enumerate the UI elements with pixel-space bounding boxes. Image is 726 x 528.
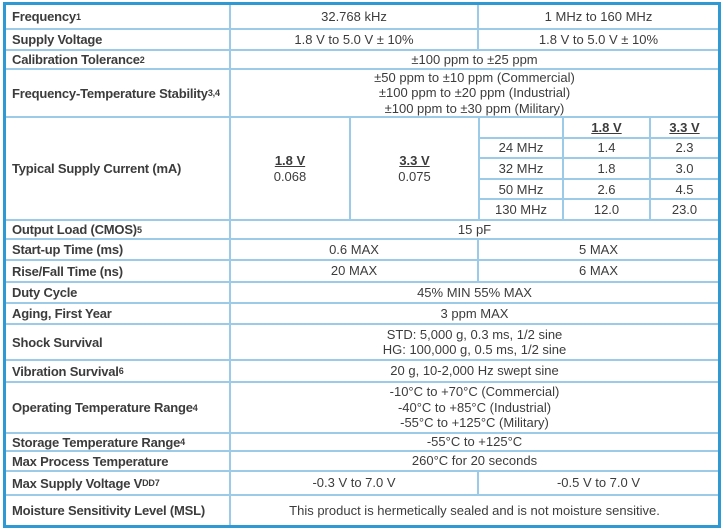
subtable-row-32mhz <box>480 159 718 180</box>
output-load-label: Output Load (CMOS) 5 <box>6 221 231 238</box>
supply-voltage-label-text: Supply Voltage <box>12 32 103 47</box>
frequency-khz-value: 32.768 kHz <box>231 5 479 28</box>
row-supply-voltage <box>6 30 718 51</box>
startup-value-1: 0.6 MAX <box>231 240 479 259</box>
shock-label <box>6 325 231 359</box>
aging-label <box>6 304 231 323</box>
stability-industrial: ±100 ppm to ±20 ppm (Industrial) <box>378 85 571 101</box>
stability-label-text: Frequency-Temperature Stability <box>12 85 208 101</box>
stability-military: ±100 ppm to ±30 ppm (Military) <box>384 100 565 116</box>
supply-current-3v3-value: 0.075 <box>398 168 431 184</box>
subtable-row-130mhz <box>480 200 718 219</box>
frequency-label: Frequency 1 <box>6 5 231 28</box>
risefall-value-2: 6 MAX <box>578 263 618 279</box>
output-load-value: 15 pF <box>457 221 492 237</box>
row-frequency <box>6 5 718 30</box>
subtable-header-blank <box>480 118 564 137</box>
subtable-130-1v8: 12.0 <box>564 200 651 219</box>
shock-hg: HG: 100,000 g, 0.5 ms, 1/2 sine <box>382 342 567 357</box>
row-aging <box>6 304 718 325</box>
subtable-header-3v3: 3.3 V <box>669 119 700 135</box>
risefall-label <box>6 261 231 281</box>
supply-voltage-value-1: 1.8 V to 5.0 V ± 10% <box>231 30 479 49</box>
max-process-label-text: Max Process Temperature <box>12 453 169 469</box>
row-shock-survival <box>6 325 718 361</box>
row-duty-cycle <box>6 283 718 304</box>
supply-current-label <box>6 118 231 219</box>
supply-current-label-text: Typical Supply Current (mA) <box>12 161 182 176</box>
supply-current-1v8-cell <box>231 118 351 219</box>
vibration-label-text: Vibration Survival <box>12 363 119 379</box>
row-calibration-tolerance <box>6 51 718 70</box>
subtable-130-3v3: 23.0 <box>671 202 698 218</box>
operating-temp-label: Operating Temperature Range 4 <box>6 383 231 432</box>
stability-values <box>231 70 718 116</box>
row-max-supply-voltage <box>6 472 718 496</box>
row-supply-current <box>6 118 718 221</box>
vibration-value: 20 g, 10-2,000 Hz swept sine <box>390 363 559 379</box>
supply-voltage-value-2: 1.8 V to 5.0 V ± 10% <box>538 31 659 47</box>
calibration-label-text: Calibration Tolerance <box>12 52 140 67</box>
max-process-value: 260°C for 20 seconds <box>411 453 538 469</box>
subtable-freq-130: 130 MHz <box>480 200 564 219</box>
subtable-header-1v8: 1.8 V <box>564 118 651 137</box>
subtable-50-1v8: 2.6 <box>564 180 651 199</box>
subtable-24-1v8: 1.4 <box>564 139 651 158</box>
shock-values <box>231 325 718 359</box>
subtable-header-row <box>480 118 718 139</box>
row-msl <box>6 496 718 525</box>
storage-temp-label-text: Storage Temperature Range <box>12 434 181 450</box>
startup-value-2: 5 MAX <box>578 241 618 257</box>
operating-industrial: -40°C to +85°C (Industrial) <box>397 399 552 415</box>
supply-voltage-label <box>6 30 231 49</box>
subtable-32-1v8: 1.8 <box>564 159 651 178</box>
row-freq-temp-stability <box>6 70 718 118</box>
row-vibration-survival <box>6 361 718 383</box>
operating-temp-label-text: Operating Temperature Range <box>12 400 193 415</box>
duty-cycle-value: 45% MIN 55% MAX <box>417 284 532 300</box>
max-supply-value-2: -0.5 V to 7.0 V <box>556 475 641 491</box>
calibration-value: ±100 ppm to ±25 ppm <box>411 51 538 67</box>
stability-label: Frequency-Temperature Stability 3,4 <box>6 70 231 116</box>
storage-temp-label: Storage Temperature Range 4 <box>6 434 231 450</box>
operating-temp-values <box>231 383 718 432</box>
subtable-row-24mhz <box>480 139 718 160</box>
duty-cycle-label <box>6 283 231 302</box>
specifications-table <box>3 2 721 528</box>
msl-label <box>6 496 231 525</box>
subtable-freq-50: 50 MHz <box>480 180 564 199</box>
risefall-value-1: 20 MAX <box>231 261 479 281</box>
startup-label-text: Start-up Time (ms) <box>12 242 124 257</box>
supply-current-subtable <box>480 118 718 219</box>
operating-commercial: -10°C to +70°C (Commercial) <box>389 384 560 400</box>
subtable-freq-32: 32 MHz <box>480 159 564 178</box>
row-rise-fall-time <box>6 261 718 283</box>
supply-current-3v3-header: 3.3 V <box>399 152 430 168</box>
output-load-label-text: Output Load (CMOS) <box>12 222 137 237</box>
vibration-label: Vibration Survival 6 <box>6 361 231 381</box>
shock-label-text: Shock Survival <box>12 334 103 350</box>
max-supply-label: Max Supply Voltage V DD 7 <box>6 472 231 494</box>
row-output-load <box>6 221 718 240</box>
max-supply-value-1: -0.3 V to 7.0 V <box>231 472 479 494</box>
frequency-label-text: Frequency <box>12 9 76 24</box>
subtable-24-3v3: 2.3 <box>675 140 694 156</box>
supply-current-3v3-cell <box>351 118 480 219</box>
subtable-freq-24: 24 MHz <box>480 139 564 158</box>
aging-label-text: Aging, First Year <box>12 306 112 321</box>
max-process-label <box>6 452 231 470</box>
startup-label <box>6 240 231 259</box>
shock-std: STD: 5,000 g, 0.3 ms, 1/2 sine <box>386 326 563 342</box>
stability-commercial: ±50 ppm to ±10 ppm (Commercial) <box>374 69 575 85</box>
risefall-label-text: Rise/Fall Time (ns) <box>12 263 123 279</box>
aging-value: 3 ppm MAX <box>440 305 509 321</box>
row-storage-temp <box>6 434 718 452</box>
subtable-32-3v3: 3.0 <box>675 160 694 176</box>
operating-military: -55°C to +125°C (Military) <box>400 415 549 431</box>
max-supply-label-text: Max Supply Voltage V <box>12 475 143 491</box>
row-operating-temp <box>6 383 718 434</box>
row-startup-time <box>6 240 718 261</box>
storage-temp-value: -55°C to +125°C <box>426 434 523 450</box>
msl-value: This product is hermetically sealed and is not moisture sensitive. <box>289 502 660 518</box>
row-max-process-temp <box>6 452 718 472</box>
calibration-label: Calibration Tolerance 2 <box>6 51 231 68</box>
subtable-50-3v3: 4.5 <box>675 181 694 197</box>
duty-cycle-label-text: Duty Cycle <box>12 285 78 300</box>
supply-current-1v8-header: 1.8 V <box>274 152 306 168</box>
msl-label-text: Moisture Sensitivity Level (MSL) <box>12 503 205 518</box>
supply-current-1v8-value: 0.068 <box>273 168 307 184</box>
subtable-row-50mhz <box>480 180 718 201</box>
frequency-mhz-value: 1 MHz to 160 MHz <box>544 8 653 24</box>
